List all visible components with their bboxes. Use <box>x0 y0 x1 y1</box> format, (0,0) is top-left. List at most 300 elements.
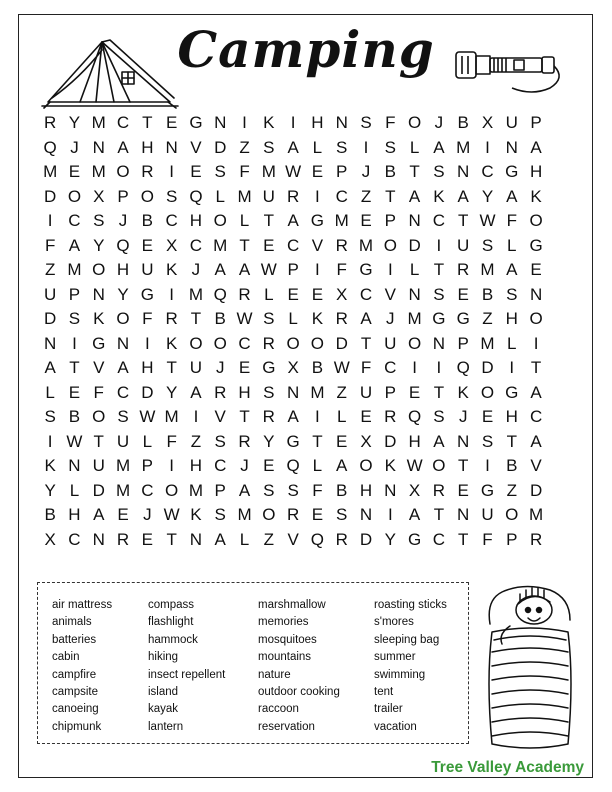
grid-letter: W <box>236 309 253 328</box>
grid-letter: G <box>92 333 106 353</box>
grid-letter: S <box>214 431 226 451</box>
grid-letter: D <box>92 480 105 500</box>
grid-letter: G <box>407 529 422 549</box>
grid-letter: O <box>140 186 154 206</box>
grid-letter: W <box>406 456 423 475</box>
word-list-item: kayak <box>148 703 179 716</box>
grid-letter: T <box>385 186 396 206</box>
grid-row <box>38 283 548 308</box>
grid-letter: A <box>68 235 81 255</box>
grid-letter: Q <box>286 456 300 475</box>
grid-row <box>38 356 548 381</box>
grid-letter: I <box>315 260 320 279</box>
grid-letter: N <box>92 529 105 549</box>
grid-letter: T <box>166 529 177 549</box>
grid-letter: P <box>530 113 542 132</box>
grid-row <box>38 160 548 185</box>
grid-letter: U <box>44 284 57 304</box>
grid-letter: C <box>432 211 446 230</box>
grid-letter: O <box>67 186 82 206</box>
grid-letter: M <box>456 137 471 157</box>
grid-letter: J <box>118 211 128 230</box>
grid-letter: G <box>286 431 300 451</box>
grid-letter: P <box>68 284 81 304</box>
grid-letter: M <box>115 480 131 500</box>
grid-letter: N <box>116 333 130 353</box>
grid-letter: E <box>68 162 81 181</box>
grid-letter: A <box>530 137 542 157</box>
grid-letter: I <box>72 333 77 353</box>
word-list-item: marshmallow <box>258 599 326 611</box>
grid-letter: W <box>66 431 83 451</box>
flashlight-icon <box>454 48 564 100</box>
grid-letter: L <box>45 382 55 402</box>
grid-letter: M <box>164 407 179 426</box>
grid-letter: M <box>529 505 544 524</box>
grid-letter: Y <box>117 284 129 304</box>
word-search-grid <box>38 111 548 552</box>
grid-letter: U <box>141 260 154 279</box>
grid-letter: C <box>335 186 348 206</box>
grid-letter: M <box>188 480 204 500</box>
grid-letter: M <box>115 456 131 475</box>
grid-letter: A <box>117 358 129 377</box>
grid-letter: J <box>70 137 79 157</box>
grid-letter: D <box>214 137 227 157</box>
grid-letter: N <box>189 529 203 549</box>
grid-letter: I <box>315 407 320 426</box>
word-list-item: trailer <box>374 703 403 716</box>
grid-letter: D <box>141 382 154 402</box>
grid-letter: J <box>434 113 444 132</box>
grid-letter: A <box>238 260 251 279</box>
grid-letter: Z <box>190 431 202 451</box>
grid-row <box>38 258 548 283</box>
grid-letter: W <box>479 211 496 230</box>
word-list-item: reservation <box>258 720 315 733</box>
grid-letter: G <box>140 284 154 304</box>
grid-letter: E <box>263 235 275 255</box>
grid-letter: E <box>238 358 251 377</box>
grid-letter: K <box>190 505 202 524</box>
grid-letter: R <box>238 431 251 451</box>
grid-letter: C <box>238 333 251 353</box>
grid-letter: T <box>360 333 372 353</box>
grid-letter: T <box>142 113 153 132</box>
grid-letter: V <box>311 235 324 255</box>
grid-letter: E <box>165 113 178 132</box>
grid-letter: A <box>408 186 421 206</box>
grid-letter: X <box>44 529 56 549</box>
grid-letter: I <box>290 113 296 132</box>
grid-row <box>38 430 548 455</box>
grid-letter: U <box>481 505 494 524</box>
grid-letter: N <box>214 113 227 132</box>
grid-letter: R <box>432 480 446 500</box>
grid-letter: M <box>310 382 325 402</box>
word-list-item: roasting sticks <box>374 599 447 611</box>
brand-name: Tree Valley Academy <box>431 759 584 776</box>
grid-letter: W <box>260 260 277 279</box>
grid-letter: Z <box>239 137 250 157</box>
grid-letter: W <box>333 358 350 377</box>
grid-letter: I <box>193 407 199 426</box>
grid-letter: A <box>336 456 348 475</box>
grid-letter: O <box>286 333 300 353</box>
grid-letter: T <box>263 211 275 230</box>
grid-letter: I <box>242 113 247 132</box>
grid-letter: K <box>311 309 324 328</box>
word-list-item: compass <box>148 599 195 611</box>
grid-letter: P <box>117 186 129 206</box>
grid-letter: S <box>68 309 81 328</box>
grid-letter: I <box>387 260 393 279</box>
grid-letter: D <box>529 480 543 500</box>
grid-letter: E <box>117 505 129 524</box>
grid-letter: C <box>189 235 203 255</box>
grid-row <box>38 111 548 136</box>
grid-letter: I <box>144 333 150 353</box>
grid-letter: H <box>189 211 203 230</box>
grid-letter: J <box>458 407 468 426</box>
grid-letter: L <box>409 137 420 157</box>
grid-letter: W <box>285 162 302 181</box>
word-list-item: vacation <box>374 720 417 733</box>
grid-letter: S <box>44 407 56 426</box>
grid-row <box>38 136 548 161</box>
grid-letter: S <box>117 407 129 426</box>
grid-letter: A <box>287 211 299 230</box>
grid-letter: R <box>214 382 227 402</box>
grid-letter: M <box>237 186 252 206</box>
grid-letter: O <box>213 333 227 353</box>
grid-letter: M <box>480 333 495 353</box>
grid-letter: M <box>91 113 106 132</box>
grid-letter: N <box>457 162 470 181</box>
grid-letter: L <box>239 211 250 230</box>
grid-letter: E <box>141 529 153 549</box>
grid-letter: G <box>529 235 543 255</box>
word-list-item: raccoon <box>258 703 299 716</box>
grid-letter: P <box>287 260 299 279</box>
grid-letter: L <box>507 235 517 255</box>
grid-row <box>38 479 548 504</box>
grid-letter: A <box>457 186 469 206</box>
grid-letter: S <box>336 137 348 157</box>
word-list-item: cabin <box>52 651 80 664</box>
grid-letter: M <box>67 260 82 279</box>
grid-letter: O <box>189 333 203 353</box>
grid-letter: S <box>214 505 226 524</box>
grid-letter: Q <box>213 284 227 304</box>
grid-letter: A <box>214 529 226 549</box>
grid-letter: H <box>238 382 251 402</box>
grid-letter: C <box>141 480 154 500</box>
word-list-item: s'mores <box>374 616 414 629</box>
grid-letter: K <box>93 309 105 328</box>
grid-letter: N <box>457 431 470 451</box>
grid-letter: O <box>116 162 130 181</box>
grid-letter: L <box>312 137 323 157</box>
grid-letter: O <box>116 309 130 328</box>
word-list-column-2 <box>148 597 225 736</box>
word-list-item: memories <box>258 616 309 629</box>
word-list-item: lantern <box>148 720 184 733</box>
word-list-item: hiking <box>148 651 179 664</box>
grid-letter: B <box>214 309 226 328</box>
grid-letter: N <box>432 333 446 353</box>
grid-letter: S <box>481 235 494 255</box>
grid-letter: Q <box>189 186 203 206</box>
grid-letter: S <box>165 186 178 206</box>
grid-letter: O <box>213 211 227 230</box>
grid-letter: I <box>485 137 490 157</box>
grid-letter: S <box>93 211 105 230</box>
grid-letter: T <box>458 529 469 549</box>
grid-letter: Y <box>263 431 275 451</box>
grid-letter: H <box>311 113 324 132</box>
grid-letter: U <box>189 358 203 377</box>
grid-letter: A <box>433 431 445 451</box>
grid-letter: M <box>480 260 495 279</box>
grid-letter: T <box>312 431 323 451</box>
word-list-item: sleeping bag <box>374 633 440 646</box>
grid-letter: B <box>336 480 348 500</box>
grid-row <box>38 528 548 553</box>
word-list-item: hammock <box>148 633 198 646</box>
grid-letter: R <box>44 113 57 132</box>
grid-letter: V <box>287 529 299 549</box>
word-list-item: swimming <box>374 668 426 681</box>
grid-letter: S <box>214 162 226 181</box>
word-list-item: batteries <box>52 633 97 646</box>
grid-letter: T <box>190 309 202 328</box>
grid-letter: N <box>359 505 373 524</box>
grid-letter: L <box>142 431 153 451</box>
grid-letter: K <box>165 260 178 279</box>
grid-letter: N <box>92 137 105 157</box>
grid-letter: H <box>408 431 421 451</box>
grid-letter: Q <box>456 358 470 377</box>
grid-letter: N <box>529 284 543 304</box>
grid-letter: E <box>530 260 542 279</box>
grid-letter: R <box>335 529 348 549</box>
grid-letter: C <box>214 456 227 475</box>
grid-letter: N <box>165 137 178 157</box>
grid-letter: C <box>432 529 446 549</box>
grid-letter: U <box>457 235 470 255</box>
grid-letter: H <box>505 309 518 328</box>
word-list-item: campsite <box>52 686 99 699</box>
grid-letter: I <box>436 235 442 255</box>
grid-letter: U <box>92 456 105 475</box>
grid-letter: F <box>482 529 493 549</box>
grid-letter: O <box>529 211 543 230</box>
word-list-item: chipmunk <box>52 720 102 733</box>
grid-letter: A <box>214 260 226 279</box>
grid-letter: U <box>384 333 397 353</box>
grid-letter: T <box>409 162 420 181</box>
grid-letter: K <box>44 456 56 475</box>
grid-letter: C <box>116 113 130 132</box>
grid-letter: G <box>189 113 203 132</box>
grid-letter: R <box>141 162 154 181</box>
grid-letter: T <box>506 431 517 451</box>
grid-letter: P <box>457 333 469 353</box>
grid-letter: I <box>169 162 174 181</box>
grid-letter: E <box>190 162 202 181</box>
grid-letter: K <box>457 382 469 402</box>
grid-letter: A <box>530 382 542 402</box>
grid-letter: Z <box>506 480 517 500</box>
grid-letter: E <box>263 456 275 475</box>
grid-letter: I <box>363 137 369 157</box>
grid-letter: R <box>116 529 130 549</box>
grid-letter: W <box>139 407 156 426</box>
grid-letter: Q <box>116 235 130 255</box>
grid-letter: G <box>456 309 470 328</box>
grid-letter: X <box>408 480 421 500</box>
grid-letter: E <box>311 162 324 181</box>
grid-letter: I <box>412 358 417 377</box>
grid-letter: R <box>286 505 300 524</box>
word-list-item: island <box>148 686 179 699</box>
grid-letter: A <box>44 358 56 377</box>
grid-letter: P <box>506 529 518 549</box>
grid-letter: L <box>264 284 274 304</box>
grid-row <box>38 332 548 357</box>
grid-letter: E <box>408 382 421 402</box>
grid-letter: P <box>384 211 396 230</box>
grid-letter: A <box>238 480 251 500</box>
grid-letter: F <box>166 431 177 451</box>
grid-letter: C <box>359 284 373 304</box>
grid-letter: N <box>505 137 518 157</box>
grid-letter: D <box>384 431 397 451</box>
grid-letter: O <box>92 260 106 279</box>
grid-letter: L <box>69 480 80 500</box>
grid-letter: H <box>529 162 543 181</box>
grid-letter: J <box>143 505 152 524</box>
grid-letter: N <box>286 382 300 402</box>
grid-letter: D <box>44 309 57 328</box>
grid-letter: L <box>336 407 347 426</box>
grid-letter: Y <box>93 235 105 255</box>
word-list-item: outdoor cooking <box>258 686 340 699</box>
grid-letter: C <box>116 382 130 402</box>
word-list-item: mountains <box>258 651 312 664</box>
grid-letter: H <box>116 260 130 279</box>
grid-letter: O <box>359 456 373 475</box>
grid-letter: D <box>44 186 57 206</box>
word-list-column-4 <box>374 597 447 736</box>
grid-letter: L <box>288 309 298 328</box>
grid-letter: B <box>481 284 494 304</box>
grid-letter: I <box>509 358 515 377</box>
grid-letter: F <box>239 162 250 181</box>
grid-letter: X <box>481 113 494 132</box>
grid-letter: J <box>240 456 249 475</box>
grid-letter: C <box>384 358 397 377</box>
grid-letter: H <box>141 358 154 377</box>
grid-letter: E <box>336 431 348 451</box>
grid-letter: A <box>287 137 299 157</box>
grid-letter: M <box>213 235 228 255</box>
grid-letter: V <box>530 456 542 475</box>
grid-letter: B <box>141 211 153 230</box>
grid-letter: I <box>169 284 174 304</box>
grid-letter: X <box>336 284 348 304</box>
grid-row <box>38 209 548 234</box>
grid-letter: P <box>141 456 153 475</box>
grid-letter: H <box>68 505 81 524</box>
grid-letter: V <box>214 407 226 426</box>
grid-letter: R <box>457 260 470 279</box>
grid-letter: S <box>481 431 494 451</box>
grid-letter: A <box>93 505 105 524</box>
grid-letter: Z <box>482 309 493 328</box>
grid-letter: I <box>169 456 174 475</box>
grid-letter: L <box>215 186 225 206</box>
grid-letter: I <box>315 186 320 206</box>
grid-letter: F <box>336 260 347 279</box>
grid-letter: T <box>530 358 542 377</box>
grid-letter: N <box>335 113 348 132</box>
grid-letter: Y <box>481 186 494 206</box>
grid-letter: K <box>433 186 445 206</box>
grid-letter: S <box>433 407 445 426</box>
grid-letter: Y <box>68 113 81 132</box>
grid-letter: Z <box>263 529 275 549</box>
grid-letter: T <box>166 358 177 377</box>
grid-letter: O <box>529 309 543 328</box>
grid-letter: H <box>505 407 518 426</box>
word-list-box <box>37 582 469 744</box>
tent-icon <box>40 38 180 110</box>
grid-letter: O <box>262 505 276 524</box>
grid-letter: T <box>239 407 250 426</box>
grid-letter: G <box>505 162 519 181</box>
word-list-column-1 <box>52 597 112 736</box>
grid-letter: A <box>506 260 518 279</box>
grid-letter: A <box>530 431 542 451</box>
grid-letter: F <box>142 309 153 328</box>
grid-letter: C <box>68 211 81 230</box>
grid-letter: L <box>312 456 323 475</box>
grid-letter: E <box>481 407 494 426</box>
grid-letter: R <box>286 186 300 206</box>
sleeping-bag-icon <box>484 580 576 752</box>
grid-letter: R <box>529 529 543 549</box>
grid-letter: M <box>91 162 106 181</box>
grid-letter: I <box>47 431 53 451</box>
grid-letter: U <box>505 113 518 132</box>
grid-letter: R <box>384 407 397 426</box>
grid-letter: I <box>436 358 442 377</box>
grid-letter: A <box>408 505 421 524</box>
grid-letter: T <box>239 235 250 255</box>
grid-letter: S <box>263 309 275 328</box>
grid-letter: O <box>480 382 495 402</box>
grid-letter: F <box>506 211 517 230</box>
grid-letter: R <box>335 309 348 328</box>
grid-letter: G <box>359 260 373 279</box>
grid-letter: L <box>239 529 250 549</box>
grid-letter: D <box>408 235 421 255</box>
grid-letter: I <box>47 211 53 230</box>
grid-letter: Z <box>336 382 347 402</box>
grid-letter: L <box>409 260 420 279</box>
